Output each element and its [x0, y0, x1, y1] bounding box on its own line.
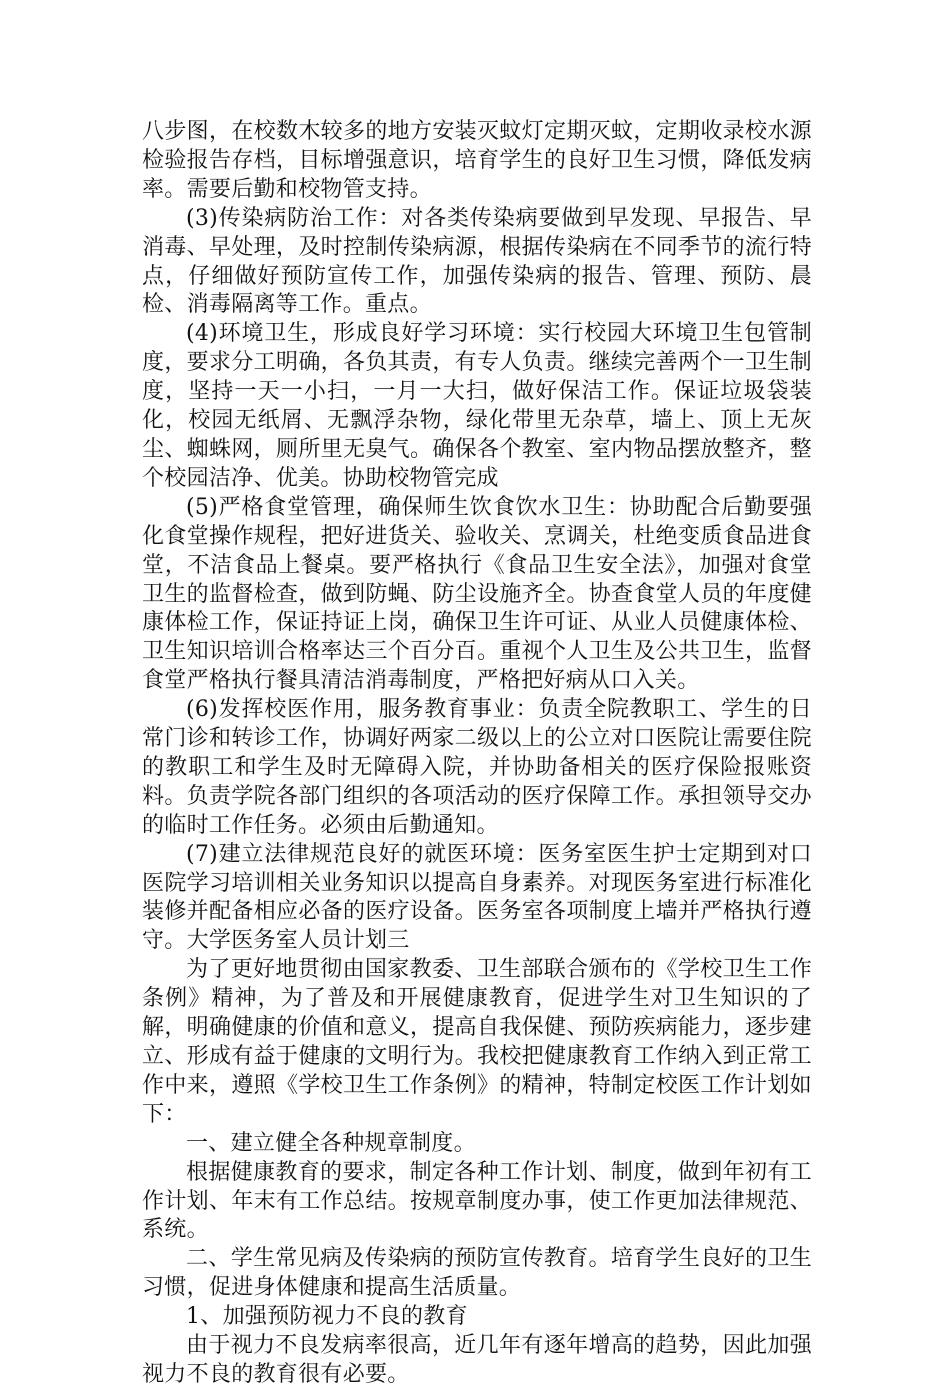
paragraph: 由于视力不良发病率很高，近几年有逐年增高的趋势，因此加强视力不良的教育很有必要。 — [142, 1333, 812, 1387]
section-heading: 二、学生常见病及传染病的预防宣传教育。培育学生良好的卫生习惯，促进身体健康和提高生活质量。 — [142, 1246, 812, 1301]
paragraph: 根据健康教育的要求，制定各种工作计划、制度，做到年初有工作计划、年末有工作总结。按规章制度办事，使工作更加法律规范、系统。 — [142, 1159, 812, 1243]
section-heading: 一、建立健全各种规章制度。 — [186, 1130, 476, 1156]
paragraph: 八步图，在校数木较多的地方安装灭蚊灯定期灭蚊，定期收录校水源检验报告存档，目标增强意识，培育学生的良好卫生习惯，降低发病率。需要后勤和校物管支持。 — [142, 119, 812, 202]
paragraph: (7)建立法律规范良好的就医环境：医务室医生护士定期到对口医院学习培训相关业务知识以提高自身素养。对现医务室进行标准化装修并配备相应必备的医疗设备。医务室各项制度上墙并严格执行遵守。大学医务室人员计划三 — [142, 841, 812, 954]
subsection-heading: 1、加强预防视力不良的教育 — [186, 1304, 468, 1330]
document-body — [142, 118, 812, 1390]
paragraph: 为了更好地贯彻由国家教委、卫生部联合颁布的《学校卫生工作条例》精神，为了普及和开展健康教育，促进学生对卫生知识的了解，明确健康的价值和意义，提高自我保健、预防疾病能力，逐步建立、形成有益于健康的文明行为。我校把健康教育工作纳入到正常工作中来，遵照《学校卫生工作条例》的精神，特制定校医工作计划如下： — [142, 957, 812, 1127]
paragraph: (4)环境卫生，形成良好学习环境：实行校园大环境卫生包管制度，要求分工明确，各负其责，有专人负责。继续完善两个一卫生制度，坚持一天一小扫，一月一大扫，做好保洁工作。保证垃圾袋装化，校园无纸屑、无飘浮杂物，绿化带里无杂草，墙上、顶上无灰尘、蜘蛛网，厕所里无臭气。确保各个教室、室内物品摆放整齐，整个校园洁净、优美。协助校物管完成 — [142, 321, 812, 491]
paragraph: (6)发挥校医作用，服务教育事业：负责全院教职工、学生的日常门诊和转诊工作，协调好两家二级以上的公立对口医院让需要住院的教职工和学生及时无障碍入院，并协助备相关的医疗保险报账资料。负责学院各部门组织的各项活动的医疗保障工作。承担领导交办的临时工作任务。必须由后勤通知。 — [142, 697, 812, 838]
paragraph: (5)严格食堂管理，确保师生饮食饮水卫生：协助配合后勤要强化食堂操作规程，把好进货关、验收关、烹调关，杜绝变质食品进食堂，不洁食品上餐桌。要严格执行《食品卫生安全法》，加强对食堂卫生的监督检查，做到防蝇、防尘设施齐全。协查食堂人员的年度健康体检工作，保证持证上岗，确保卫生许可证、从业人员健康体检、卫生知识培训合格率达三个百分百。重视个人卫生及公共卫生，监督食堂严格执行餐具清洁消毒制度，严格把好病从口入关。 — [142, 494, 812, 694]
paragraph: (3)传染病防治工作：对各类传染病要做到早发现、早报告、早消毒、早处理，及时控制传染病源，根据传染病在不同季节的流行特点，仔细做好预防宣传工作，加强传染病的报告、管理、预防、晨检、消毒隔离等工作。重点。 — [142, 205, 812, 318]
